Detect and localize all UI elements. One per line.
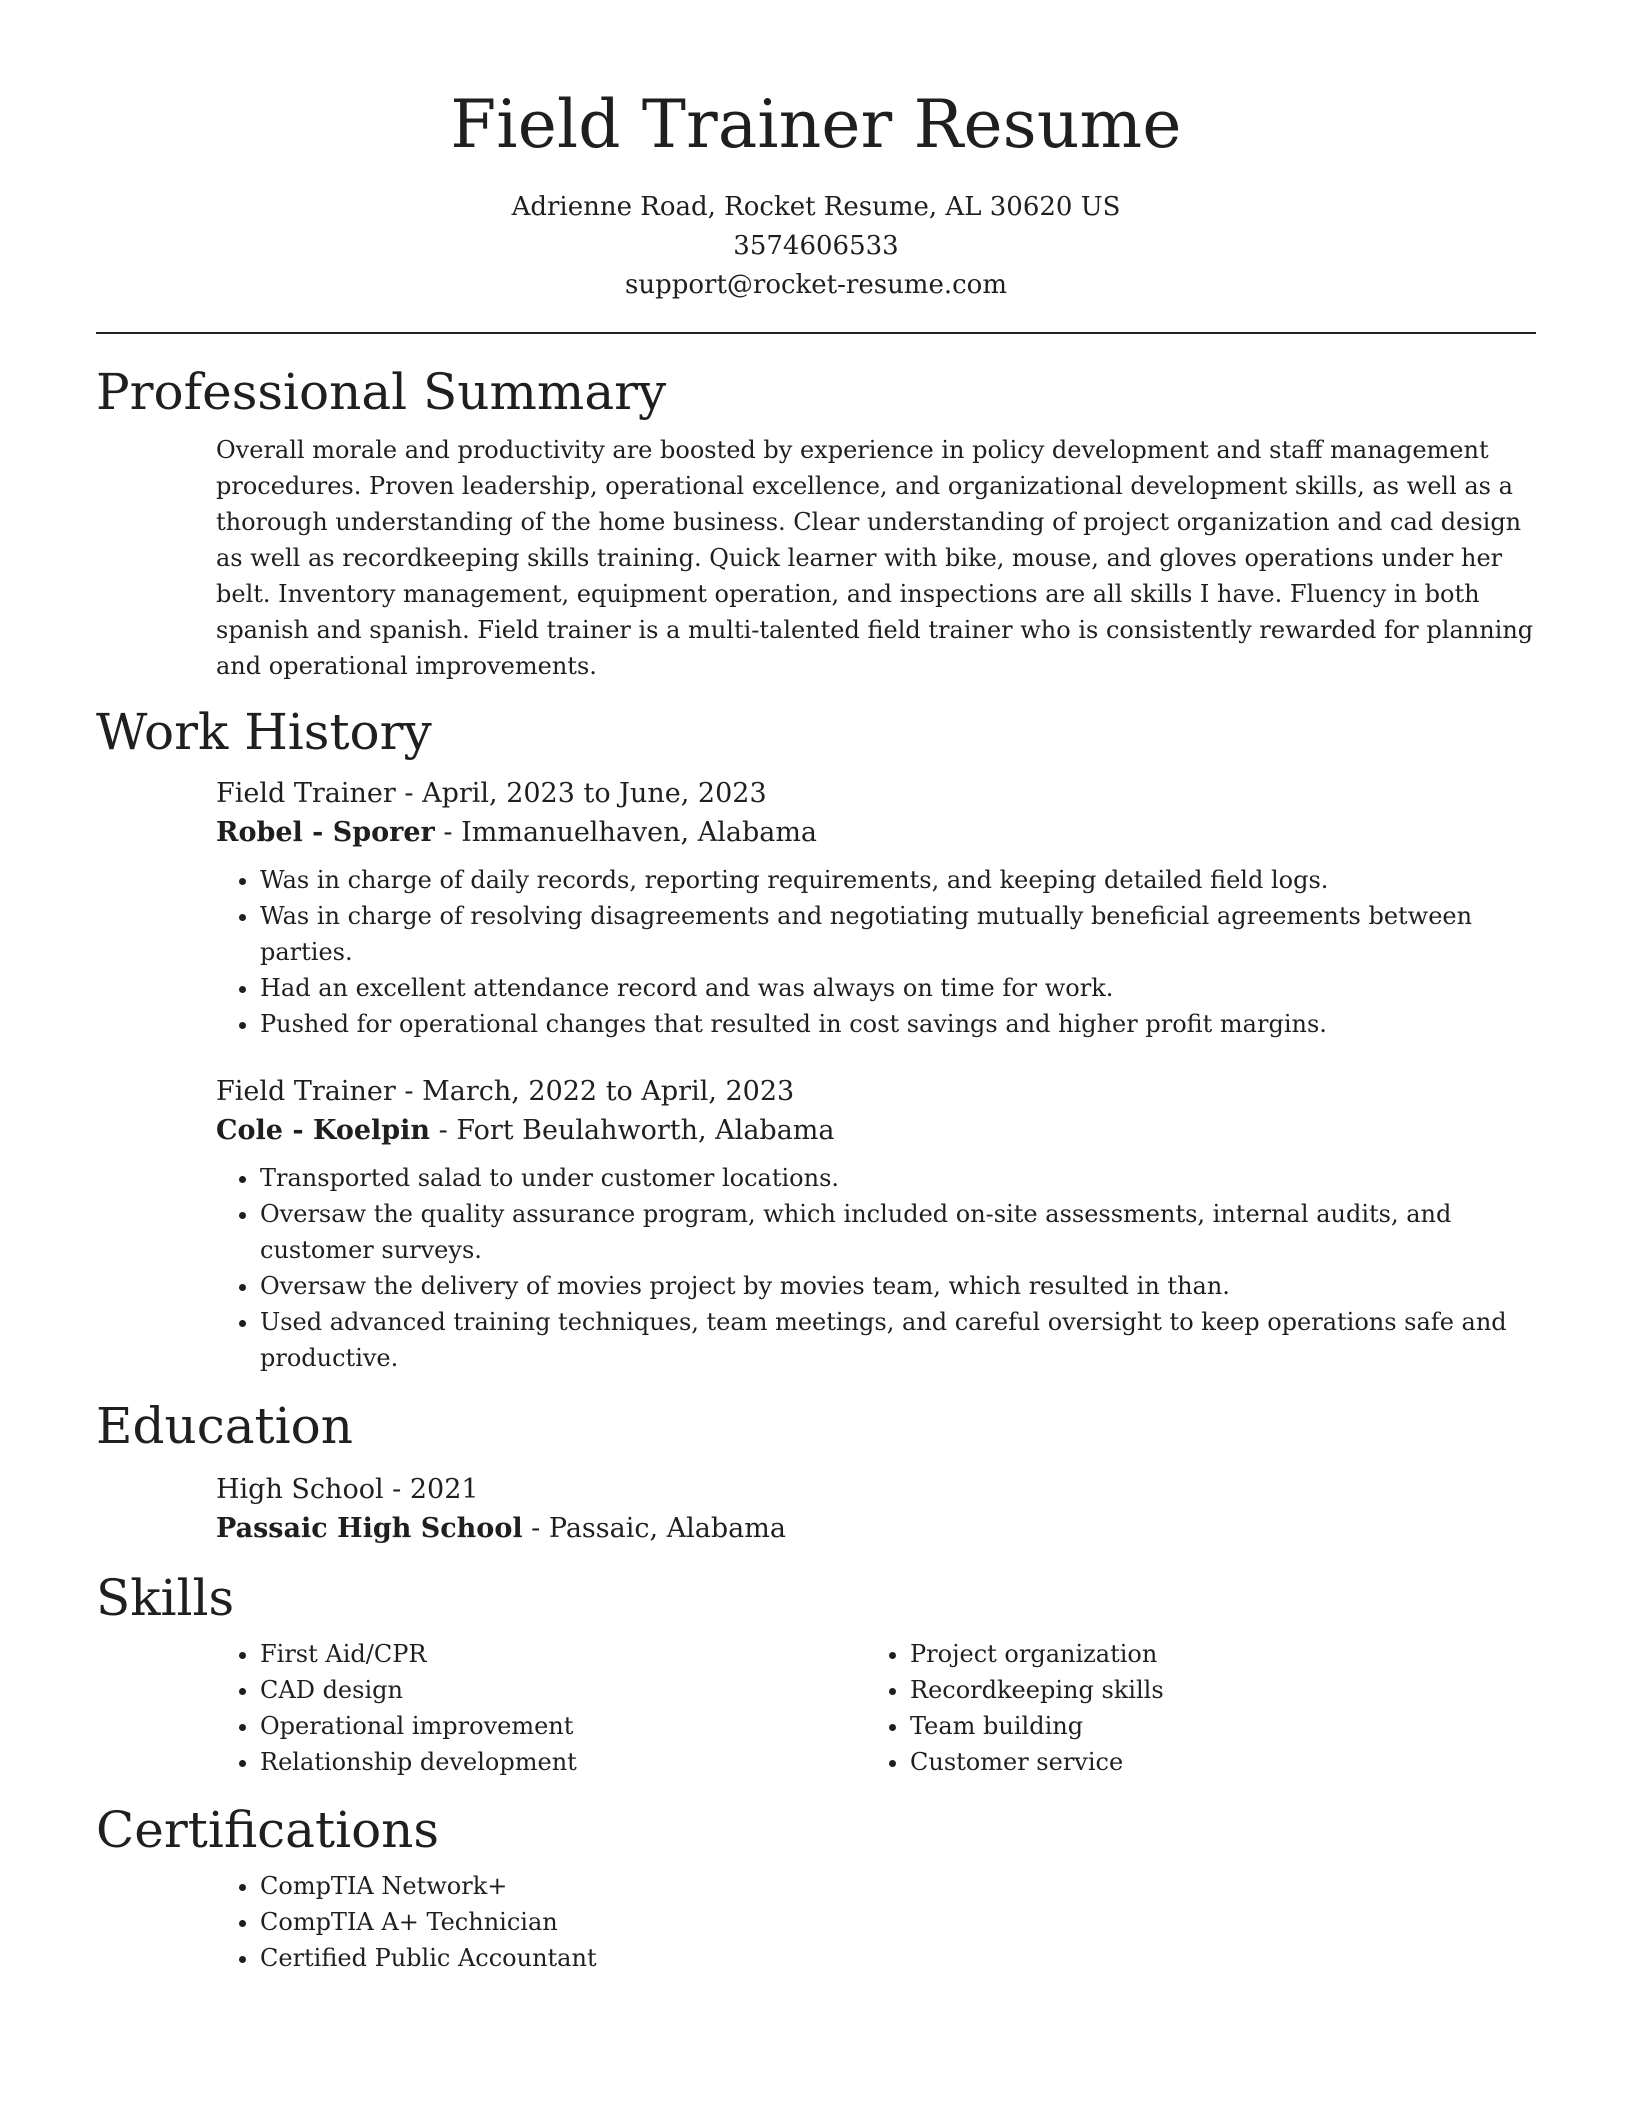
job-company-line — [216, 813, 1536, 852]
education-year: - 2021 — [383, 1474, 479, 1505]
skill-item: • Customer service — [910, 1744, 1516, 1780]
job-bullets — [216, 1160, 1536, 1376]
certifications-section — [96, 1800, 1536, 1976]
education-degree: High School — [216, 1474, 384, 1505]
certification-item: • CompTIA A+ Technician — [260, 1904, 1536, 1940]
skills-list-left — [216, 1636, 866, 1780]
skill-item: • Operational improvement — [260, 1708, 866, 1744]
skills-column-left — [216, 1636, 866, 1780]
job-bullet: • Transported salad to under customer locations. — [260, 1160, 1536, 1196]
education-location: - Passaic, Alabama — [522, 1513, 786, 1544]
resume-title: Field Trainer Resume — [450, 86, 1182, 163]
job-bullet: • Had an excellent attendance record and was always on time for work. — [260, 970, 1536, 1006]
certifications-body — [96, 1868, 1536, 1976]
skill-item: • First Aid/CPR — [260, 1636, 866, 1672]
contact-block — [96, 188, 1536, 305]
skills-heading: Skills — [96, 1569, 235, 1627]
skill-item: • Relationship development — [260, 1744, 866, 1780]
job-location: - Immanuelhaven, Alabama — [434, 817, 818, 848]
skill-item: • Recordkeeping skills — [910, 1672, 1516, 1708]
job-dates: - April, 2023 to June, 2023 — [395, 778, 767, 809]
certification-item: • Certified Public Accountant — [260, 1940, 1536, 1976]
skill-item: • Team building — [910, 1708, 1516, 1744]
contact-email: support@rocket-resume.com — [624, 270, 1007, 300]
certifications-list — [216, 1868, 1536, 1976]
education-section — [96, 1396, 1536, 1548]
skills-list-right — [866, 1636, 1516, 1780]
education-school-line — [216, 1509, 1536, 1548]
job-role: Field Trainer — [216, 1076, 396, 1107]
job-company-line — [216, 1111, 1536, 1150]
contact-phone: 3574606533 — [733, 231, 899, 261]
job-entry — [96, 1072, 1536, 1376]
job-bullet: • Was in charge of resolving disagreements and negotiating mutually beneficial agreements between parties. — [260, 898, 1536, 970]
skills-column-right — [866, 1636, 1516, 1780]
certification-item: • CompTIA Network+ — [260, 1868, 1536, 1904]
work-history-heading: Work History — [96, 703, 432, 761]
job-company: Robel - Sporer — [216, 817, 435, 848]
education-entry — [96, 1470, 1536, 1548]
skills-section — [96, 1568, 1536, 1780]
job-entry — [96, 774, 1536, 1042]
skill-item: • CAD design — [260, 1672, 866, 1708]
education-heading: Education — [96, 1397, 353, 1455]
job-bullet: • Used advanced training techniques, team meetings, and careful oversight to keep operations safe and productive. — [260, 1304, 1536, 1376]
job-dates: - March, 2022 to April, 2023 — [395, 1076, 795, 1107]
job-company: Cole - Koelpin — [216, 1115, 431, 1146]
summary-section — [96, 362, 1536, 684]
skills-grid — [96, 1636, 1536, 1780]
education-school: Passaic High School — [216, 1513, 523, 1544]
resume-header — [96, 80, 1536, 305]
work-history-section — [96, 702, 1536, 1376]
job-bullet: • Oversaw the delivery of movies project by movies team, which resulted in than. — [260, 1268, 1536, 1304]
job-role: Field Trainer — [216, 778, 396, 809]
header-divider — [96, 332, 1536, 334]
summary-heading: Professional Summary — [96, 363, 667, 421]
job-bullet: • Was in charge of daily records, reporting requirements, and keeping detailed field logs. — [260, 862, 1536, 898]
contact-address: Adrienne Road, Rocket Resume, AL 30620 US — [511, 192, 1121, 222]
job-bullet: • Pushed for operational changes that resulted in cost savings and higher profit margins. — [260, 1006, 1536, 1042]
summary-text: Overall morale and productivity are boosted by experience in policy development and staff management procedures. Proven leadership, operational excellence, and organizational development skills, as well as a thorough understanding of the home business. Clear understanding of project organization and cad design as well as recordkeeping skills training. Quick learner with bike, mouse, and gloves operations under her belt. Inventory management, equipment operation, and inspections are all skills I have. Fluency in both spanish and spanish. Field trainer is a multi-talented field trainer who is consistently rewarded for planning and operational improvements. — [216, 436, 1534, 680]
certifications-heading: Certifications — [96, 1801, 440, 1859]
job-title-line — [216, 774, 1536, 813]
job-bullets — [216, 862, 1536, 1042]
skill-item: • Project organization — [910, 1636, 1516, 1672]
job-location: - Fort Beulahworth, Alabama — [430, 1115, 835, 1146]
job-title-line — [216, 1072, 1536, 1111]
job-bullet: • Oversaw the quality assurance program, which included on-site assessments, internal audits, and customer surveys. — [260, 1196, 1536, 1268]
education-degree-line — [216, 1470, 1536, 1509]
